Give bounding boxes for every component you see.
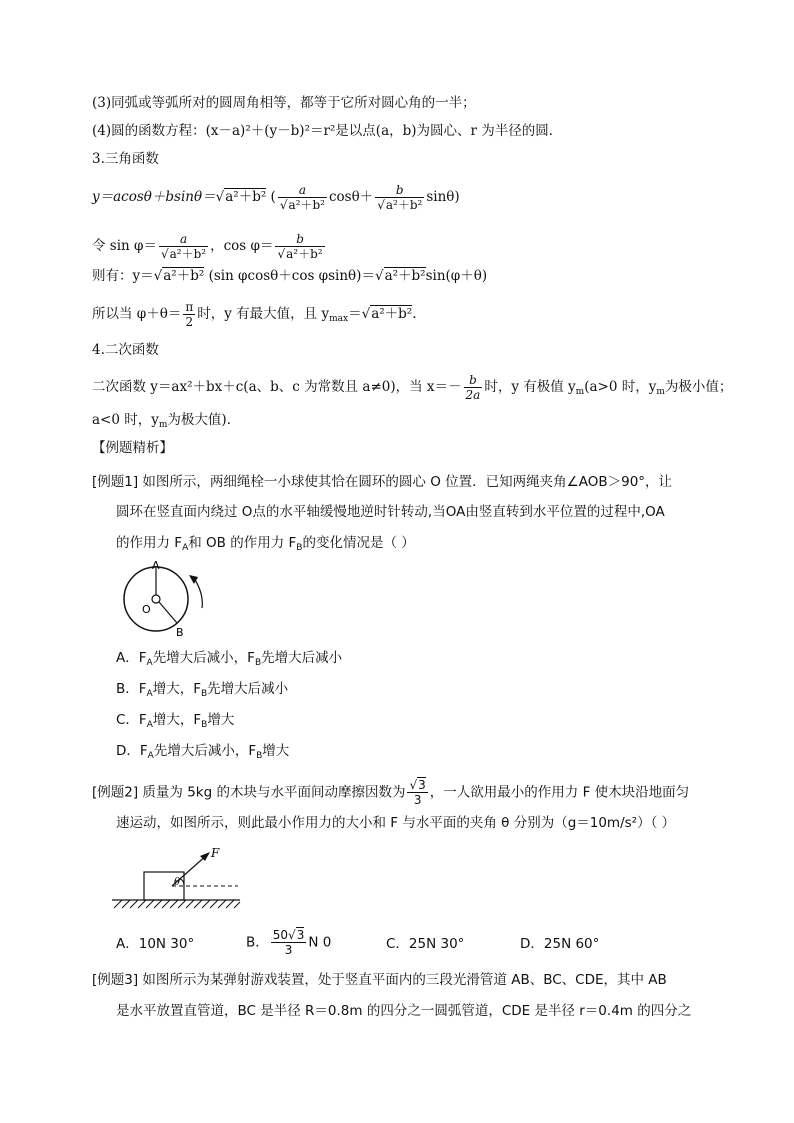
subscript: A xyxy=(146,689,153,699)
option-label: B．F xyxy=(116,681,147,697)
formula-line xyxy=(92,232,714,261)
formula-part: 令 sin φ＝ xyxy=(92,238,157,254)
option-text: 增大，F xyxy=(152,681,201,697)
text-part: [例题2] 质量为 5kg 的木块与水平面间动摩擦因数为 xyxy=(92,784,406,801)
formula-part: 则有：y＝ xyxy=(92,268,154,284)
ball xyxy=(152,595,160,603)
option-label: C．F xyxy=(116,712,147,728)
formula-part: ，cos φ＝ xyxy=(210,238,274,254)
ground-hatch xyxy=(114,900,240,908)
example3-line: 是水平放置直管道，BC 是半径 R＝0.8m 的四分之一圆弧管道，CDE 是半径 r＝0.4m 的四分之 xyxy=(116,1003,692,1019)
option-text: 增大，F xyxy=(152,712,202,728)
fraction: $\frac{a}{\text{√a²＋b²}}$ xyxy=(160,232,207,261)
numerator-root: 3 xyxy=(296,928,305,942)
angle-arc xyxy=(180,879,184,886)
radicand: a²＋b² xyxy=(225,189,267,205)
option-label: D．F xyxy=(116,743,148,759)
formula-line: y＝acosθ＋bsinθ＝√a²＋b² ( $\frac{a}{\text{√a²＋b²}}$ cosθ＋ $\frac{b}{\text{√a²＋b²}}$ sinθ) xyxy=(92,183,460,212)
label-b: B xyxy=(176,626,184,639)
option-text: 增大 xyxy=(262,743,290,759)
subscript: B xyxy=(256,751,263,761)
formula-line: 所以当 φ＋θ＝ $\frac{\pi}{2}$ 时，y 有最大值，且 $y_{max}=√a^2+b^2$. xyxy=(92,300,417,329)
text-line xyxy=(92,373,733,402)
numerator: b xyxy=(464,373,483,388)
text-line: (4)圆的函数方程：(x－a)²＋(y－b)²＝r²是以点(a，b)为圆心、r 为半径的圆． xyxy=(92,123,563,139)
numerator: b xyxy=(275,232,324,247)
numerator: 50 xyxy=(272,928,289,942)
block-figure xyxy=(110,842,250,914)
heading-trig: 3.三角函数 xyxy=(92,151,159,167)
example2-line: 速运动，如图所示，则此最小作用力的大小和 F 与水平面的夹角 θ 分别为（g＝10m/s²）（ ） xyxy=(116,815,676,831)
fraction: $\frac{b}{\text{√a²＋b²}}$ xyxy=(277,232,323,261)
fraction xyxy=(464,373,483,402)
ex2-option-a[interactable]: A．10N 30° xyxy=(116,936,195,952)
denominator: 2 xyxy=(185,315,194,329)
text-part: 和 OB 的作用力 F xyxy=(188,535,297,551)
option-text: N 0 xyxy=(308,934,332,951)
radicand: a²＋b² xyxy=(371,306,413,322)
formula-part: 所以当 φ＋θ＝ xyxy=(92,306,182,322)
example2-line xyxy=(92,778,714,807)
formula-part: (sin φcosθ＋cos φsinθ)＝ xyxy=(208,268,375,284)
formula-part: 为极小值； xyxy=(664,379,733,395)
label-a: A xyxy=(152,559,160,572)
numerator: a xyxy=(278,183,327,198)
numerator: b xyxy=(375,183,424,198)
subscript: B xyxy=(296,543,303,553)
section-heading: 【例题精析】 xyxy=(92,440,173,456)
text-line: (3)同弧或等弧所对的圆周角相等，都等于它所对圆心角的一半； xyxy=(92,95,476,111)
formula-part: 时，y 有极值 y xyxy=(484,379,576,395)
fraction: $\frac{a}{\text{√a²＋b²}}$ xyxy=(279,183,325,212)
denominator: 3 xyxy=(413,793,422,807)
option-text: 增大 xyxy=(207,712,235,728)
text-line xyxy=(92,410,714,435)
option-text: 先增大后减小 xyxy=(261,650,343,666)
option-label: A．F xyxy=(116,650,147,666)
fraction xyxy=(183,300,195,329)
subscript: max xyxy=(329,314,349,324)
label-o: O xyxy=(142,603,151,616)
denominator: a²＋b² xyxy=(385,198,423,212)
option-text: 先增大后减小，F xyxy=(152,650,255,666)
denominator: 3 xyxy=(284,943,293,957)
subscript: A xyxy=(146,658,153,668)
option-a[interactable] xyxy=(116,648,714,673)
denominator: 2a xyxy=(465,388,481,402)
numerator: 3 xyxy=(418,778,426,792)
subscript: B xyxy=(200,689,208,699)
option-b[interactable] xyxy=(116,679,714,704)
formula-part: a<0 时，y xyxy=(92,412,159,428)
subscript: A xyxy=(182,543,189,553)
radicand: a²＋b² xyxy=(384,268,426,284)
fraction: $\frac{√3}{3}$ xyxy=(409,778,426,807)
subscript: m xyxy=(158,420,168,430)
denominator: a²＋b² xyxy=(286,247,323,261)
denominator: a²＋b² xyxy=(169,247,207,261)
heading-quadratic: 4.二次函数 xyxy=(92,342,159,358)
denominator: a²＋b² xyxy=(288,198,325,212)
formula-part: 时，y 有最大值，且 y xyxy=(197,306,330,322)
option-text: 先增大后减小，F xyxy=(153,743,257,759)
subscript: B xyxy=(254,658,262,668)
rotation-arrow xyxy=(194,578,202,608)
text-part: 的变化情况是（ ） xyxy=(302,535,415,551)
numerator: π xyxy=(185,300,194,314)
sqrt-sign: √ xyxy=(215,189,225,205)
text-part: 的作用力 F xyxy=(116,535,183,551)
ring-figure xyxy=(118,558,213,643)
example1-line: 圆环在竖直面内绕过 O点的水平轴缓慢地逆时针转动,当OA由竖直转到水平位置的过程中,OA xyxy=(116,504,665,520)
rope-ob xyxy=(159,602,177,623)
formula-part: (a>0 时，y xyxy=(584,379,657,395)
fraction: $\frac{50√3}{3}$ xyxy=(272,928,305,957)
ex2-option-b[interactable] xyxy=(246,928,386,957)
ex2-option-c[interactable]: C．25N 30° xyxy=(386,936,465,952)
subscript: B xyxy=(201,720,208,730)
subscript: A xyxy=(146,720,153,730)
option-label: B． xyxy=(246,934,269,951)
formula-line: 则有：y＝√a²＋b² (sin φcosθ＋cos φsinθ)＝√a²＋b²sin(φ＋θ) xyxy=(92,268,488,284)
formula-part: 为极大值)． xyxy=(167,412,241,428)
example1-line xyxy=(116,533,714,558)
text-part: ，一人欲用最小的作用力 F 使木块沿地面匀 xyxy=(429,784,690,801)
radicand: a²＋b² xyxy=(163,268,205,284)
formula-part: 二次函数 y＝ax²＋bx＋c(a、b、c 为常数且 a≠0)，当 x＝－ xyxy=(92,379,462,395)
ex2-option-d[interactable]: D．25N 60° xyxy=(520,936,600,952)
label-theta: θ xyxy=(174,877,181,888)
formula-part: y＝acosθ＋bsinθ＝ xyxy=(92,189,216,205)
option-text: 先增大后减小 xyxy=(207,681,289,697)
example3-line: [例题3] 如图所示为某弹射游戏装置，处于竖直平面内的三段光滑管道 AB、BC、CDE，其中 AB xyxy=(92,972,667,988)
option-d[interactable] xyxy=(116,741,714,766)
subscript: A xyxy=(147,751,154,761)
formula-part: ＝ xyxy=(348,306,362,322)
subscript: m xyxy=(656,387,665,397)
subscript: m xyxy=(575,387,585,397)
example1-line: [例题1] 如图所示，两细绳栓一小球使其恰在圆环的圆心 O 位置．已知两绳夹角∠AOB＞90°，让 xyxy=(92,474,673,490)
numerator: a xyxy=(159,232,208,247)
formula-part: sin(φ＋θ) xyxy=(425,268,488,284)
label-f: F xyxy=(211,846,220,860)
option-c[interactable] xyxy=(116,710,714,735)
fraction: $\frac{b}{\text{√a²＋b²}}$ xyxy=(377,183,423,212)
